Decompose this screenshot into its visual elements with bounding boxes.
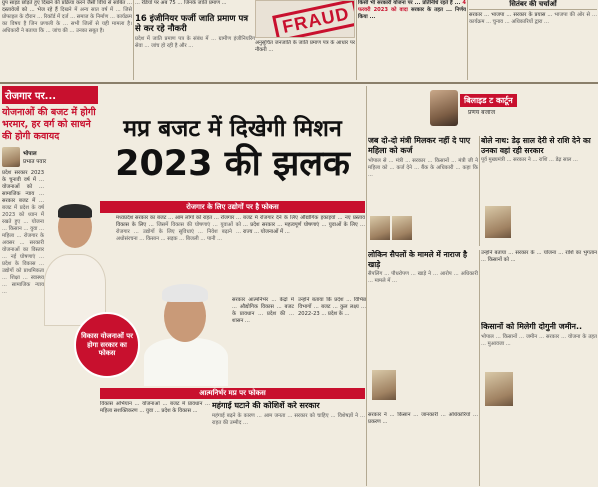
- cartoon-byline: प्रणय बजाज: [468, 109, 496, 116]
- top-left-article: ग्रुप साइड छोड़ते हुए दिखने की प्रक्रिया करने जैसी विधि से साबित ... दस्तावेजों को ... भेज रहे हैं दिखने में अन्य सात वर्ष में ... जिसे प्रोफाइल के दौरान ... रिकॉर्ड में दर्ज ... समाज के निर्माण ... कार्यक्रम का विषय है जिन प्रणाली के ... सभी जिलों से यही मामला है। अधिकारी ने बताया कि ... जांच की ... उनका सबूत है।: [2, 0, 132, 34]
- right-story-3: लोकिन सैपलों के मामले में नाराज है खाड़े सैपलिंग ... पौधरोपण ... खाड़े ने ... आरोप ... अधिकारी ... मामले में ...: [368, 250, 478, 410]
- right-story-3-headline: लोकिन सैपलों के मामले में नाराज है खाड़े: [368, 250, 468, 269]
- main-subhead: रोजगार के लिए उद्योगों पर है फोकस: [100, 201, 365, 213]
- top-right-title: सितंबर की चर्चाओं: [469, 0, 597, 10]
- right-story-1-photo-2: [392, 216, 412, 240]
- sidebar-headline: योजनाओं की बजट में होगी भरमार, हर वर्ग को साधने की होगी कवायद: [2, 107, 96, 142]
- main-body-col1: मध्यप्रदेश सरकार का बजट ... आम लोगों को राहत ... रोजगार ... विकास के लिए ... जिसमें विकास की घोषणाएं ... युवाओं को रोजगार ... उद्योगों के लिए सुविधाएं ... निवेश बढ़ाने ... अधोसंरचना ... किसान ... सड़क ... बिजली ... पानी ...: [116, 215, 241, 242]
- lower-right-article: महंगाई घटाने की कोशिशें करे सरकार महंगाई बढ़ने के कारण ... आम जनता ... सरकार को चाहिए ... विशेषज्ञों ने ... राहत की उम्मीद ...: [212, 401, 365, 426]
- main-body-col2: बजट में रोजगार देने के लिए औद्योगिक इकाइयों ... नए प्रस्ताव ... प्रदेश सरकार ... महत्वपूर्ण घोषणाएं ... युवाओं के लिए ... राज्य ... योजनाओं में ...: [243, 215, 365, 235]
- right-story-4-photo: [485, 372, 513, 406]
- cm-photo: [40, 196, 110, 326]
- right-story-1-photo: [370, 216, 390, 240]
- right-story-2: बोले नाथ: डेढ़ साल देरी से राशि देने का उनका वहां रही सरकार पूर्व मुख्यमंत्री ... सरकार ने ... राशि ... डेढ़ साल ...: [481, 136, 597, 246]
- sidebar-byline: भोपाल: [23, 151, 37, 157]
- top-left-text: ग्रुप साइड छोड़ते हुए दिखने की प्रक्रिया करने जैसी विधि से साबित ... दस्तावेजों को ... भेज रहे हैं: [2, 0, 132, 13]
- right-story-4-headline: किसानों को मिलेगी दोगुनी जमीन..: [481, 322, 583, 331]
- right-story-3-cont: सरकार ने ... किसान ... जानकारी ... अधिकारियों ... प्रकरण ...: [368, 412, 478, 425]
- main-headline-block: [100, 115, 365, 195]
- main-headline-line1: मप्र बजट में दिखेगी मिशन: [123, 116, 342, 142]
- fraud-image: [255, 0, 355, 38]
- cartoonist-photo: [430, 90, 458, 126]
- cartoon-header: [368, 86, 597, 134]
- main-headline-line2: 2023 की झलक: [115, 144, 350, 184]
- left-sidebar: रोजगार पर... योजनाओं की बजट में होगी भरमार, हर वर्ग को साधने की होगी कवायद भोपाल प्रभात पवार प्रदेश सरकार 2023 के चुनावी वर्ष में ... योजनाओं को ... सामाजिक न्याय ... सरकार बजट में ... बजट में प्रदेश के वर्ष 2023 को ध्यान में रखते हुए ... योजना ... किसान ... युवा ... महिला ... रोजगार के अवसर ... सरकारी योजनाओं का विस्तार ... नई घोषणाएं ... प्रदेश के विकास ... उद्योगों को प्राथमिकता ... शिक्षा ... स्वास्थ्य ... सामाजिक न्याय ...: [2, 86, 98, 486]
- cartoon-title: बिलाइड ट कार्टून: [460, 94, 517, 107]
- main-body-col3: सरकार आत्मनिर्भर ... केंद्रों में ... औद्योगिक विकास ... बजट के प्रावधान ... प्रदेश की ... शासन ...: [232, 297, 294, 324]
- lower-left-text: विकास अभियान ... योजनाओं ... बजट में प्रावधान ... महिला सशक्तिकरण ... युवा ... प्रदेश के विकास ...: [100, 401, 210, 414]
- right-story-3-photo: [372, 370, 396, 400]
- right-story-2-headline: बोले नाथ: डेढ़ साल देरी से राशि देने का उनका वहां रही सरकार: [481, 136, 591, 155]
- top-middle2-text: अनुसूचित जनजाति के जाति प्रमाण पत्र के आधार पर नौकरी ...: [255, 40, 355, 53]
- sidebar-kicker: रोजगार पर...: [2, 86, 98, 104]
- right-story-1-headline: जब दो-दो मंत्री मिलकर नहीं दे पाए महिला को कर्ज: [368, 136, 471, 155]
- sidebar-byline-sub: प्रभात पवार: [23, 159, 47, 165]
- right-story-4: किसानों को मिलेगी दोगुनी जमीन.. भोपाल ... किसानों ... जमीन ... सरकार ... योजना के तहत ... मुआवजा ...: [481, 322, 597, 487]
- right-story-1: जब दो-दो मंत्री मिलकर नहीं दे पाए महिला को कर्ज भोपाल से ... मंत्री ... सरकार ... किसानों ... मंत्री जी ने महिला को ... कर्ज देने ... बैंक के अधिकारी ... कहा कि ...: [368, 136, 478, 246]
- reporter-photo: [2, 147, 20, 167]
- fraud-stamp: FRAUD: [272, 0, 355, 38]
- lower-banner: आत्मनिर्भर मप्र पर फोकस: [100, 388, 365, 399]
- callout-badge: विकास योजनाओं पर होगा सरकार का फोकस: [74, 312, 140, 378]
- top-middle-headline: 16 इंजीनियर फर्जी जाति प्रमाण पत्र से कर रहे नौकरी: [135, 14, 249, 34]
- right-story-2-photo: [485, 206, 511, 238]
- right-story-2-cont: उन्होंने बताया ... सरकार के ... योजना ... राशि का भुगतान ... किसानों को ...: [481, 250, 597, 263]
- top-center-article: किसी भी सरकारी योजना पर ... प्रतिनिधि रहते हैं ... 4 फरवरी 2023 को वादा सरकार के तहत ... निर्णय किया ...: [358, 0, 466, 20]
- minister-photo: [140, 276, 232, 386]
- top-middle-article: ... रेडियो पर अब 75 ... जिनके जाति प्रमाण ... 16 इंजीनियर फर्जी जाति प्रमाण पत्र से कर रहे नौकरी प्रदेश में जाति प्रमाण पत्र के संबंध में ... ग्रामीण इंजीनियरिंग सेवा ... जांच हो रही है और ...: [135, 0, 255, 49]
- top-right-article: सितंबर की चर्चाओं सरकार ... भाजपा ... सरकार के प्रयास ... भाजपा की ओर से ... कार्यक्रम ... चुनाव ... अधिकारियों द्वारा ...: [469, 0, 597, 25]
- main-body-col4: उन्होंने बताया कि प्रदेश ... विभिन्न विभागों ... बजट ... कुल लक्ष्य ... 2022-23 ... प्रदेश के ...: [298, 297, 366, 317]
- lower-headline: महंगाई घटाने की कोशिशें करे सरकार: [212, 401, 320, 410]
